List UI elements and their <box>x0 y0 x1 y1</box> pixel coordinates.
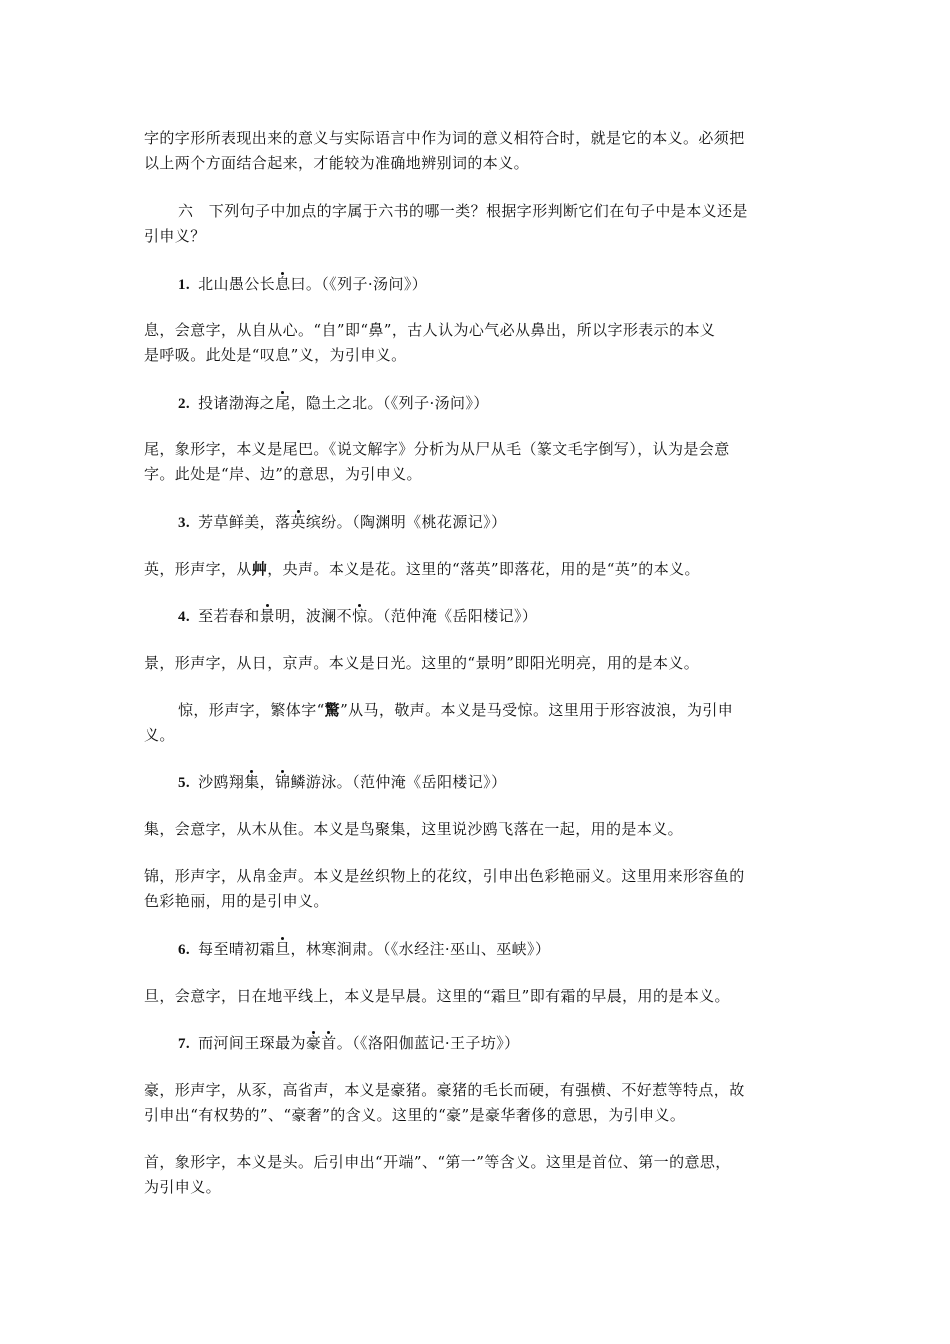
answer-line: 锦，形声字，从帛金声。本义是丝织物上的花纹，引申出色彩艳丽义。这里用来形容鱼的 <box>144 867 745 885</box>
answer-text: ”从马，敬声。本义是马受惊。这里用于形容波浪，为引申 <box>340 701 734 719</box>
dotted-character: 旦 <box>275 940 291 958</box>
question-source: ，林寒涧肃。（《水经注·巫山、巫峡》） <box>290 940 551 958</box>
question-number: 2. <box>178 396 191 412</box>
question-5 <box>178 770 808 796</box>
question-number: 1. <box>178 277 191 293</box>
answer-4 <box>144 651 808 676</box>
question-1 <box>178 272 808 298</box>
bold-character: 艸 <box>251 560 268 578</box>
answer-7b <box>144 1150 808 1199</box>
answer-text: 集，会意字，从木从隹。本义是鸟聚集，这里说沙鸥飞落在一起，用的是本义。 <box>144 820 684 838</box>
question-source: 缤纷。（陶渊明《桃花源记》） <box>305 513 507 531</box>
intro-paragraph <box>144 126 808 175</box>
intro-line: 字的字形所表现出来的意义与实际语言中作为词的意义相符合时，就是它的本义。必须把 <box>144 129 745 147</box>
answer-text: 惊，形声字，繁体字“ <box>178 701 325 719</box>
answer-4b <box>144 698 808 747</box>
intro-line: 以上两个方面结合起来，才能较为准确地辨别词的本义。 <box>144 153 530 172</box>
question-text: 北山愚公长 <box>198 275 276 293</box>
question-text: 芳草鲜美，落 <box>198 513 291 531</box>
question-number: 4. <box>178 609 191 625</box>
question-source: 。（《洛阳伽蓝记·王子坊》） <box>336 1034 520 1052</box>
answer-text: 英，形声字，从 <box>144 560 252 578</box>
question-source: 。（范仲淹《岳阳楼记》） <box>367 607 538 625</box>
question-source: 鳞游泳。（范仲淹《岳阳楼记》） <box>290 773 507 791</box>
question-text: 至若春和 <box>198 607 260 625</box>
section-line: 六 下列句子中加点的字属于六书的哪一类？根据字形判断它们在句子中是本义还是 <box>178 202 748 220</box>
question-number: 3. <box>178 515 191 531</box>
dotted-character: 英 <box>290 513 306 531</box>
dotted-character: 集 <box>244 773 260 791</box>
question-text: ， <box>259 773 276 791</box>
question-4 <box>178 604 808 630</box>
dotted-character: 尾 <box>275 394 291 412</box>
answer-7 <box>144 1078 808 1127</box>
answer-line: 息，会意字，从自从心。“自”即“鼻”，古人认为心气必从鼻出，所以字形表示的本义 <box>144 321 716 339</box>
question-number: 5. <box>178 775 191 791</box>
bold-character: 驚 <box>324 701 341 719</box>
question-text: 而河间王琛最为 <box>198 1034 306 1052</box>
answer-line: 是呼吸。此处是“叹息”义，为引申义。 <box>144 345 407 364</box>
answer-2 <box>144 437 808 486</box>
answer-text: ，央声。本义是花。这里的“落英”即落花，用的是“英”的本义。 <box>267 560 700 578</box>
answer-5b <box>144 864 808 913</box>
answer-1 <box>144 318 808 367</box>
question-6 <box>178 937 808 963</box>
dotted-character: 豪 <box>305 1034 322 1052</box>
section-heading <box>144 199 808 248</box>
answer-line: 豪，形声字，从豕，高省声，本义是豪猪。豪猪的毛长而硬，有强横、不好惹等特点，故 <box>144 1081 745 1099</box>
question-number: 7. <box>178 1036 191 1052</box>
section-line: 引申义？ <box>144 226 206 245</box>
answer-3 <box>144 557 808 582</box>
question-7 <box>178 1031 808 1057</box>
answer-line: 义。 <box>144 725 175 744</box>
answer-line: 首，象形字，本义是头。后引申出“开端”、“第一”等含义。这里是首位、第一的意思， <box>144 1153 731 1171</box>
answer-line: 为引申义。 <box>144 1177 222 1196</box>
answer-line: 尾，象形字，本义是尾巴。《说文解字》分析为从尸从毛（篆文毛字倒写），认为是会意 <box>144 440 730 458</box>
answer-text: 旦，会意字，日在地平线上，本义是早晨。这里的“霜旦”即有霜的早晨，用的是本义。 <box>144 987 730 1005</box>
question-text: 明，波澜不 <box>275 607 353 625</box>
answer-6 <box>144 984 808 1009</box>
question-text: 投诸渤海之 <box>198 394 276 412</box>
answer-line: 字。此处是“岸、边”的意思，为引申义。 <box>144 464 422 483</box>
dotted-character: 景 <box>259 607 276 625</box>
dotted-character: 首 <box>321 1034 337 1052</box>
question-source: ，隐土之北。（《列子·汤问》） <box>290 394 489 412</box>
answer-line: 色彩艳丽，用的是引申义。 <box>144 891 329 910</box>
answer-text: 景，形声字，从日，京声。本义是日光。这里的“景明”即阳光明亮，用的是本义。 <box>144 654 700 672</box>
answer-5 <box>144 817 808 842</box>
answer-line: 引申出“有权势的”、“豪奢”的含义。这里的“豪”是豪华奢侈的意思，为引申义。 <box>144 1105 686 1124</box>
question-number: 6. <box>178 942 191 958</box>
dotted-character: 息 <box>275 275 291 293</box>
question-source: 曰。（《列子·汤问》） <box>290 275 428 293</box>
question-2 <box>178 391 808 417</box>
dotted-character: 惊 <box>352 607 368 625</box>
dotted-character: 锦 <box>275 773 291 791</box>
question-3 <box>178 510 808 536</box>
question-text: 每至晴初霜 <box>198 940 276 958</box>
question-text: 沙鸥翔 <box>198 773 245 791</box>
